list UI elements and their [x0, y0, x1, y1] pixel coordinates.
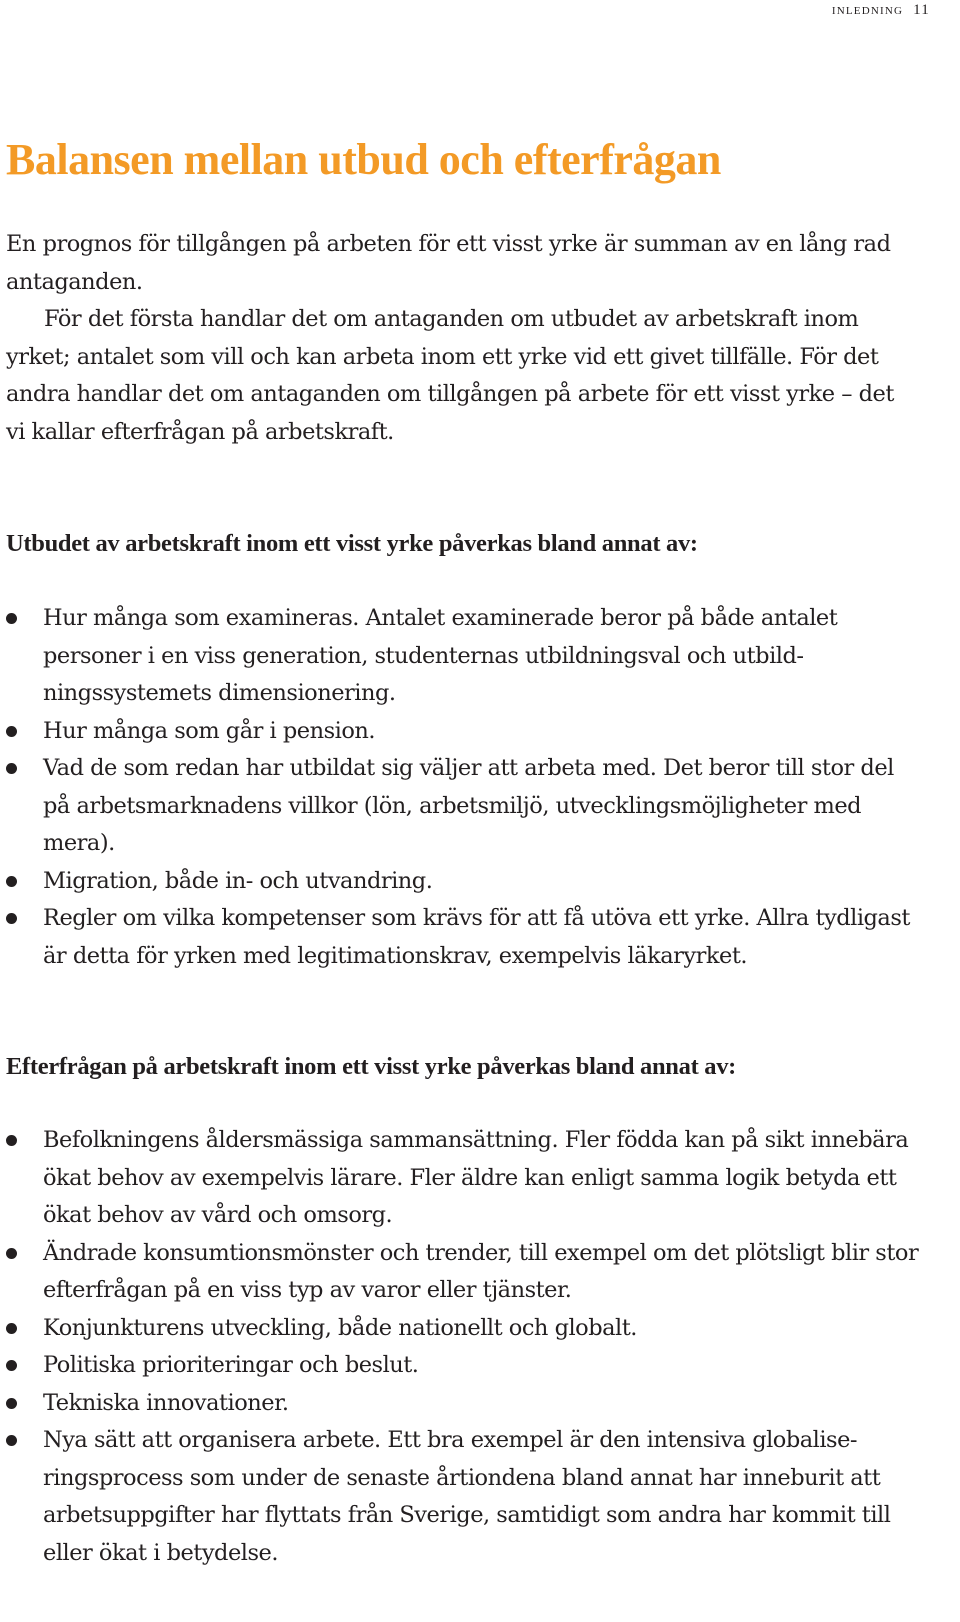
list-item	[6, 600, 920, 713]
list-item	[6, 900, 920, 975]
list-item	[6, 750, 920, 863]
list-item-text: Nya sätt att organisera arbete. Ett bra exempel är den intensiva globaliseringsprocess som under de senaste årtiondena bland annat har inneburit att arbetsuppgifter har flyttats från Sverige, samtidigt som andra har kommit till eller ökat i betydelse.	[43, 1427, 891, 1566]
supply-heading: Utbudet av arbetskraft inom ett visst yrke påverkas bland annat av:	[6, 530, 698, 557]
bullet-icon	[6, 1323, 17, 1334]
list-item	[6, 863, 920, 901]
list-item-text: Regler om vilka kompetenser som krävs för att få utöva ett yrke. Allra tydligast är detta för yrken med legitimationskrav, exempelvis läkaryrket.	[43, 905, 910, 969]
intro-text	[6, 226, 918, 451]
bullet-icon	[6, 613, 17, 624]
list-item	[6, 1422, 920, 1572]
list-item-text: Migration, både in- och utvandring.	[43, 867, 433, 894]
list-item	[6, 1122, 920, 1235]
list-item	[6, 713, 920, 751]
supply-list	[6, 600, 920, 975]
bullet-icon	[6, 913, 17, 924]
list-item	[6, 1385, 920, 1423]
section-name: inledning	[831, 2, 904, 18]
bullet-icon	[6, 1398, 17, 1409]
bullet-icon	[6, 876, 17, 887]
demand-list	[6, 1122, 920, 1572]
list-item-text: Ändrade konsumtionsmönster och trender, till exempel om det plötsligt blir stor efterfrågan på en viss typ av varor eller tjänster.	[43, 1239, 919, 1303]
list-item-text: Befolkningens åldersmässiga sammansättning. Fler födda kan på sikt innebära ökat behov av exempelvis lärare. Fler äldre kan enligt samma logik betyda ett ökat behov av vård och omsorg.	[43, 1127, 909, 1228]
bullet-icon	[6, 1248, 17, 1259]
bullet-icon	[6, 1360, 17, 1371]
list-item-text: Tekniska innovationer.	[43, 1389, 289, 1416]
bullet-icon	[6, 763, 17, 774]
intro-paragraph-1: En prognos för tillgången på arbeten för ett visst yrke är summan av en lång rad antaganden.	[6, 231, 891, 295]
bullet-icon	[6, 1435, 17, 1446]
bullet-icon	[6, 1135, 17, 1146]
list-item-text: Politiska prioriteringar och beslut.	[43, 1352, 419, 1378]
list-item	[6, 1310, 920, 1348]
list-item-text: Hur många som går i pension.	[43, 717, 376, 744]
page-title: Balansen mellan utbud och efterfrågan	[6, 135, 721, 184]
list-item-text: Konjunkturens utveckling, både nationellt och globalt.	[43, 1314, 637, 1341]
list-item	[6, 1235, 920, 1310]
list-item-text: Hur många som examineras. Antalet examinerade beror på både antalet personer i en viss generation, studenternas utbildningsval och utbildningssystemets dimensionering.	[43, 605, 838, 706]
bullet-icon	[6, 726, 17, 737]
intro-paragraph-2: För det första handlar det om antaganden om utbudet av arbetskraft inom yrket; antalet som vill och kan arbeta inom ett yrke vid ett givet tillfälle. För det andra handlar det om antaganden om tillgången på arbete för ett visst yrke – det vi kallar efterfrågan på arbetskraft.	[6, 306, 894, 445]
page-number: 11	[913, 2, 930, 18]
demand-heading: Efterfrågan på arbetskraft inom ett visst yrke påverkas bland annat av:	[6, 1053, 737, 1080]
running-header	[832, 0, 930, 20]
list-item-text: Vad de som redan har utbildat sig väljer att arbeta med. Det beror till stor del på arbetsmarknadens villkor (lön, arbetsmiljö, utvecklingsmöjligheter med mera).	[43, 755, 894, 856]
list-item	[6, 1347, 920, 1385]
